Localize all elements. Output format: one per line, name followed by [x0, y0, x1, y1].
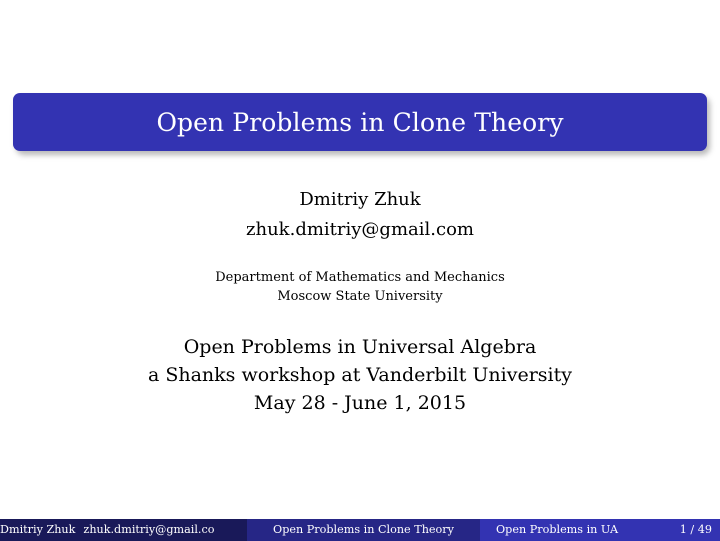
- footer-title-segment: [247, 519, 480, 541]
- footer-author-segment: [0, 519, 247, 541]
- footer-event-segment: [480, 519, 720, 541]
- footer-short-event: Open Problems in UA: [496, 523, 619, 536]
- institute-university: Moscow State University: [277, 289, 443, 304]
- event-name: Open Problems in Universal Algebra: [183, 336, 537, 358]
- footer-email: zhuk.dmitriy@gmail.co: [83, 523, 215, 536]
- title-block: [13, 93, 707, 151]
- footer-page-number: 1 / 49: [679, 523, 712, 536]
- event-date: May 28 - June 1, 2015: [253, 392, 467, 414]
- footer-title: Open Problems in Clone Theory: [273, 523, 454, 536]
- footer-bar: [0, 519, 720, 541]
- institute-department: Department of Mathematics and Mechanics: [215, 270, 505, 285]
- event-workshop: a Shanks workshop at Vanderbilt University: [147, 364, 573, 386]
- author-name: Dmitriy Zhuk: [299, 189, 421, 210]
- footer-author: Dmitriy Zhuk: [0, 523, 76, 536]
- author-email: zhuk.dmitriy@gmail.com: [246, 219, 474, 240]
- slide-title: Open Problems in Clone Theory: [156, 107, 564, 137]
